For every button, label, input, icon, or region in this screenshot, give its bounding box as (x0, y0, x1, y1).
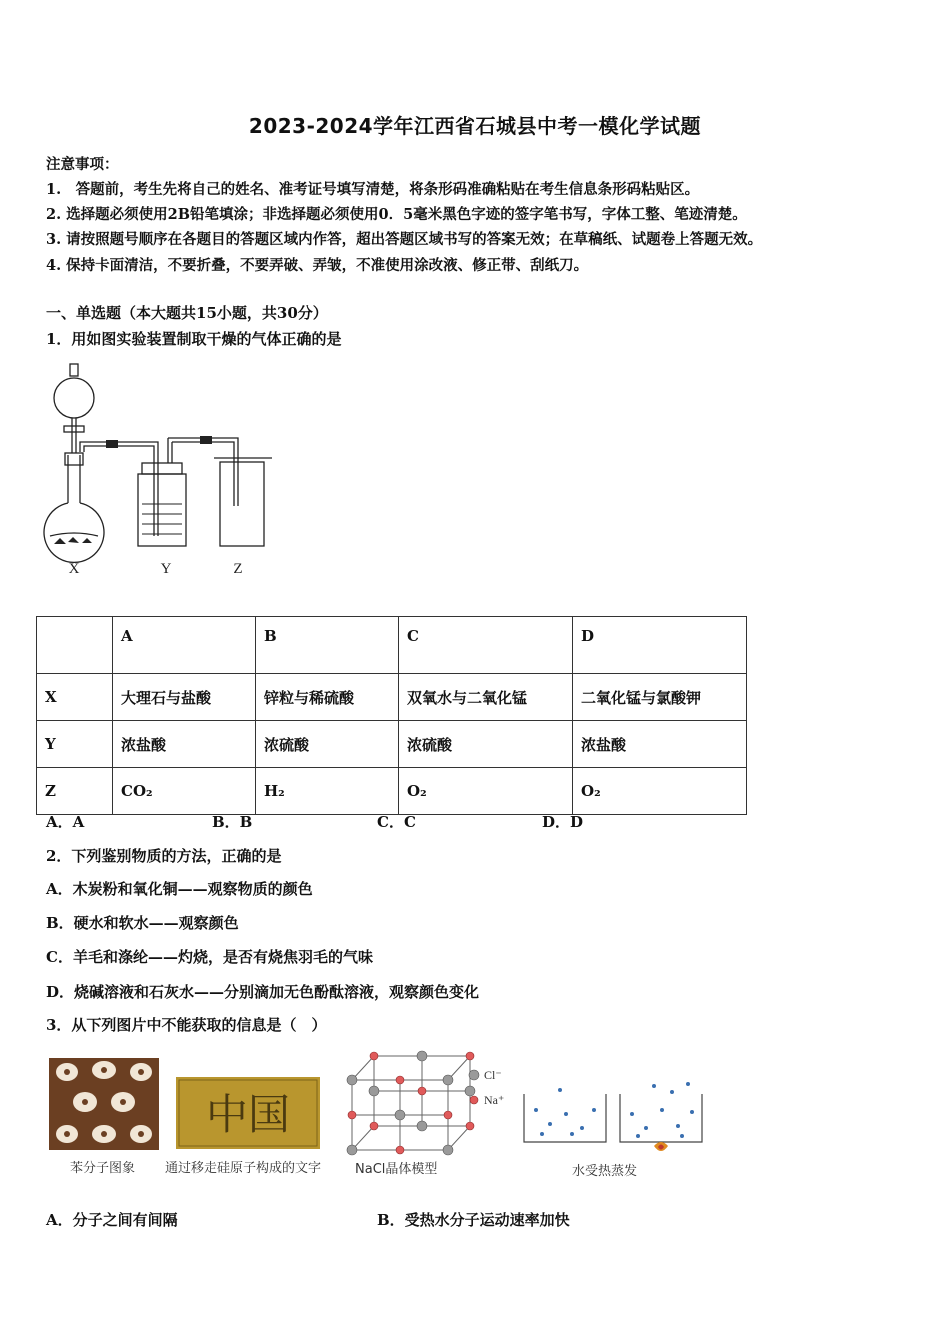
legend-cl: Cl⁻ (484, 1068, 502, 1082)
silicon-text: 中国 (205, 1090, 291, 1139)
caption-nacl: NaCl晶体模型 (355, 1162, 438, 1177)
q1-option-b: B．B (212, 813, 253, 831)
apparatus-diagram (38, 358, 288, 584)
table-cell: 大理石与盐酸 (113, 674, 256, 721)
table-row (37, 768, 747, 815)
table-cell: Z (37, 768, 113, 815)
notice-item-2: 2. 选择题必须使用2B铅笔填涂；非选择题必须使用0．5毫米黑色字迹的签字笔书写，字体工整、笔迹清楚。 (46, 206, 747, 223)
q1-table (36, 616, 747, 815)
q3-option-b: B．受热水分子运动速率加快 (377, 1211, 570, 1229)
apparatus-label-y: Y (160, 561, 172, 577)
water-evaporation-image (520, 1080, 706, 1156)
caption-benzene: 苯分子图象 (70, 1161, 136, 1176)
apparatus-label-z: Z (233, 561, 243, 577)
table-cell (37, 617, 113, 674)
table-cell: O₂ (573, 768, 747, 815)
notice-item-1: 1. 答题前，考生先将自己的姓名、准考证号填写清楚，将条形码准确粘贴在考生信息条形码粘贴区。 (46, 181, 700, 198)
caption-water: 水受热蒸发 (572, 1164, 638, 1179)
table-row (37, 674, 747, 721)
table-cell: 浓硫酸 (256, 721, 399, 768)
q1-option-d: D．D (542, 813, 584, 831)
q1-option-a: A．A (46, 813, 85, 831)
q1-option-c: C．C (377, 813, 416, 831)
table-cell: A (113, 617, 256, 674)
table-cell: 锌粒与稀硫酸 (256, 674, 399, 721)
section-heading: 一、单选题（本大题共15小题，共30分） (46, 304, 328, 322)
nacl-crystal-image (344, 1050, 514, 1156)
table-cell: X (37, 674, 113, 721)
table-cell: CO₂ (113, 768, 256, 815)
legend-na: Na⁺ (484, 1093, 505, 1107)
q2-option-b: B．硬水和软水——观察颜色 (46, 914, 239, 932)
table-cell: Y (37, 721, 113, 768)
q2-stem: 2．下列鉴别物质的方法，正确的是 (46, 847, 282, 865)
caption-silicon: 通过移走硅原子构成的文字 (165, 1161, 322, 1176)
q1-stem: 1．用如图实验装置制取干燥的气体正确的是 (46, 330, 342, 348)
benzene-image (49, 1058, 159, 1150)
apparatus-label-x: X (68, 561, 80, 577)
table-cell: 双氧水与二氧化锰 (399, 674, 573, 721)
table-cell: B (256, 617, 399, 674)
q2-option-c: C．羊毛和涤纶——灼烧，是否有烧焦羽毛的气味 (46, 948, 373, 966)
q3-option-a: A．分子之间有间隔 (46, 1211, 178, 1229)
silicon-atoms-image (176, 1077, 320, 1149)
table-row (37, 721, 747, 768)
table-cell: 二氧化锰与氯酸钾 (573, 674, 747, 721)
table-row (37, 617, 747, 674)
q2-option-a: A．木炭粉和氧化铜——观察物质的颜色 (46, 880, 313, 898)
table-cell: 浓盐酸 (573, 721, 747, 768)
table-cell: D (573, 617, 747, 674)
q3-stem: 3．从下列图片中不能获取的信息是（ ） (46, 1016, 327, 1034)
q2-option-d: D．烧碱溶液和石灰水——分别滴加无色酚酞溶液，观察颜色变化 (46, 983, 480, 1001)
notice-heading: 注意事项： (46, 156, 119, 173)
notice-item-4: 4. 保持卡面清洁，不要折叠，不要弄破、弄皱，不准使用涂改液、修正带、刮纸刀。 (46, 257, 589, 274)
table-cell: H₂ (256, 768, 399, 815)
table-cell: 浓硫酸 (399, 721, 573, 768)
table-cell: 浓盐酸 (113, 721, 256, 768)
table-cell: O₂ (399, 768, 573, 815)
table-cell: C (399, 617, 573, 674)
notice-item-3: 3. 请按照题号顺序在各题目的答题区域内作答，超出答题区域书写的答案无效；在草稿纸、试题卷上答题无效。 (46, 231, 763, 248)
page-title: 2023-2024学年江西省石城县中考一模化学试题 (248, 114, 702, 138)
